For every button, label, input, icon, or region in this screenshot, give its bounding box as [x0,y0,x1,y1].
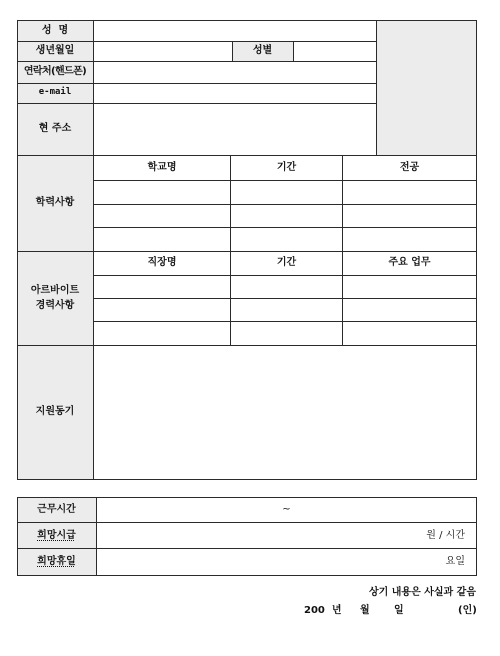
name-label: 성 명 [41,25,69,36]
motivation-field[interactable] [94,346,476,479]
email-field[interactable] [94,84,376,103]
email-label: e-mail [38,87,72,97]
birth-label: 생년월일 [35,45,75,56]
date-day: 일 [394,605,404,616]
education-col-period: 기간 [276,162,297,173]
education-col-school: 학교명 [147,162,177,173]
career-col-workplace: 직장명 [147,257,177,268]
career-section-label-line2: 경력사항 [35,300,75,311]
seal-mark: (인) [458,605,477,616]
work-hours-label: 근무시간 [37,504,76,515]
career-section-label-line1: 아르바이트 [30,285,80,296]
photo-area [376,21,476,155]
date-year: 200 년 [304,605,342,616]
dayoff-label: 희망휴일 [37,556,76,567]
work-hours-value[interactable]: ~ [282,504,291,515]
career-col-period: 기간 [276,257,297,268]
address-label: 현 주소 [38,123,72,134]
gender-label: 성별 [252,45,273,56]
education-section-label: 학력사항 [35,197,75,208]
address-field[interactable] [94,104,376,155]
gender-field[interactable] [294,42,376,61]
confirmation-statement: 상기 내용은 사실과 같음 [368,587,476,598]
date-month: 월 [360,605,370,616]
career-col-duties: 주요 업무 [388,257,431,268]
birth-field[interactable] [94,42,232,61]
dayoff-unit[interactable]: 요일 [445,556,465,567]
education-col-major: 전공 [399,162,420,173]
wage-label: 희망시급 [37,530,76,541]
wage-unit[interactable]: 원 / 시간 [426,530,465,541]
phone-label: 연락처(핸드폰) [23,66,87,77]
phone-field[interactable] [94,62,376,83]
name-field[interactable] [94,21,376,41]
motivation-label: 지원동기 [35,406,75,417]
